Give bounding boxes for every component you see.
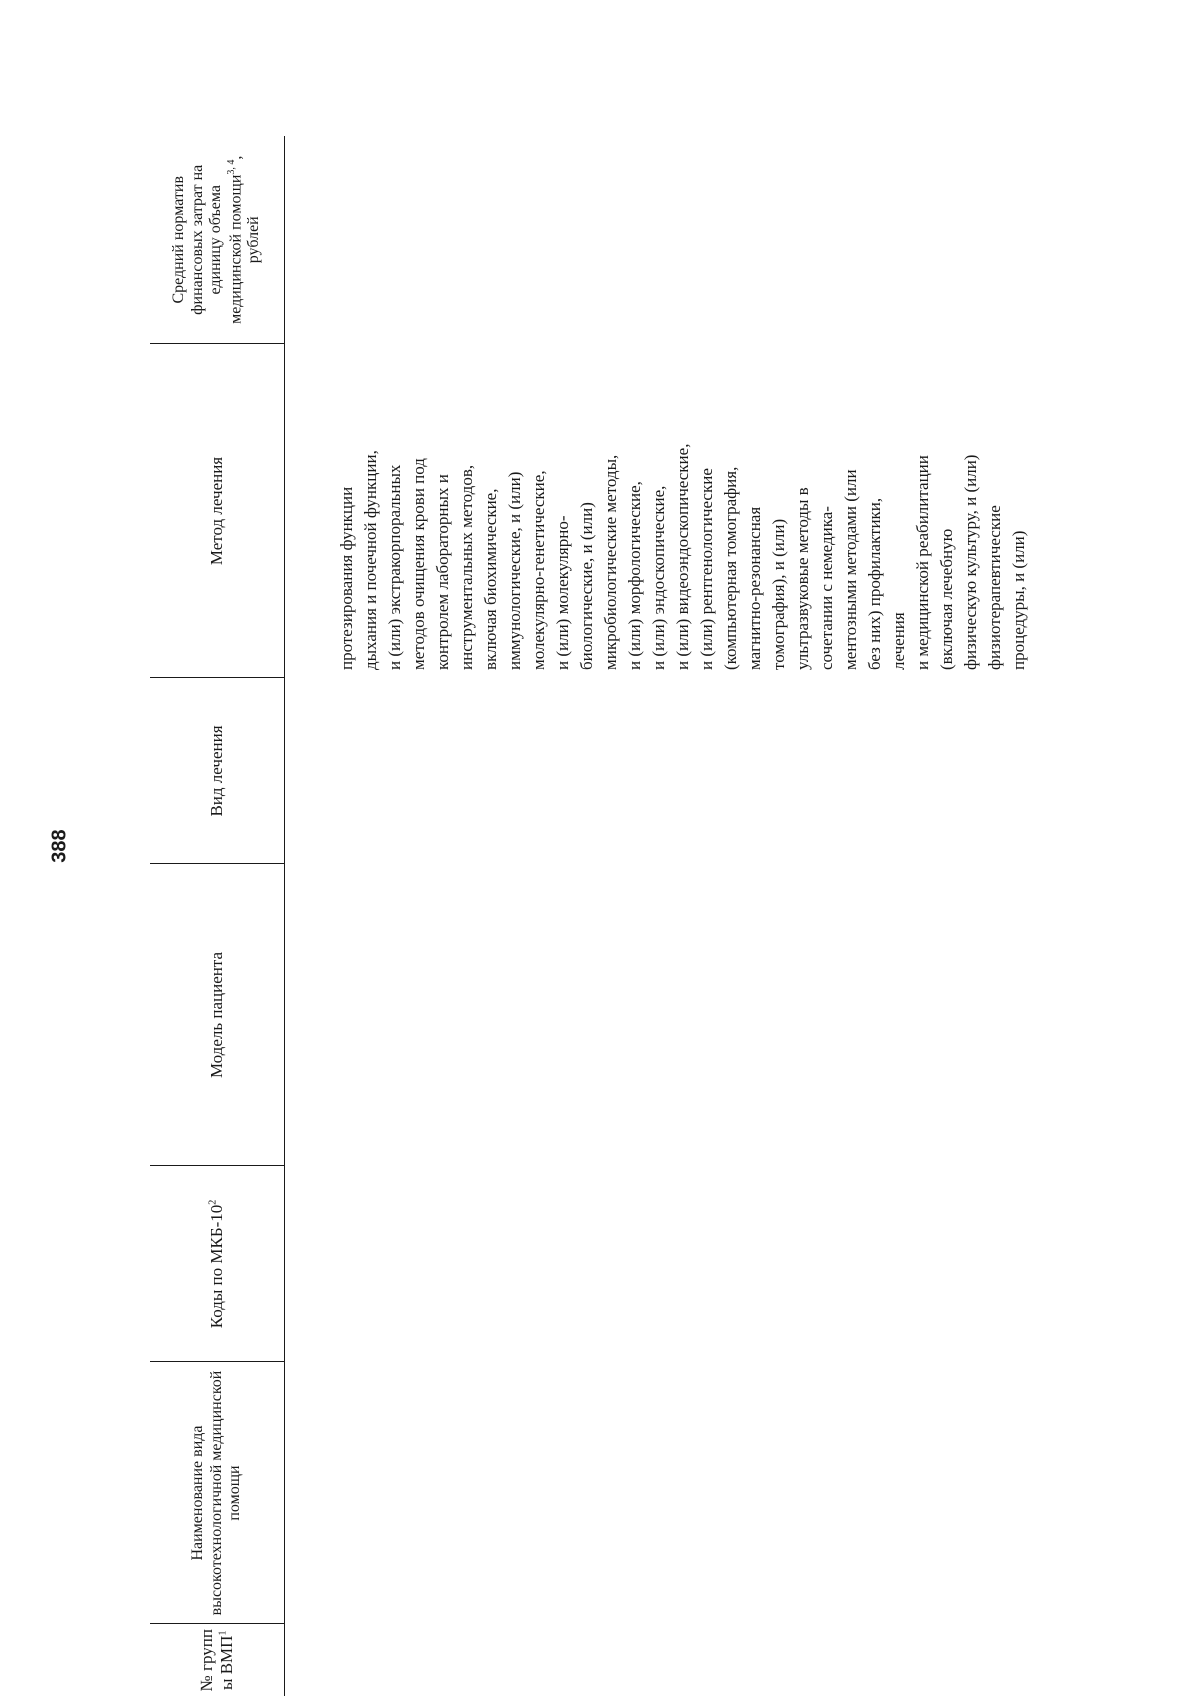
cell-group-number bbox=[285, 1624, 1032, 1696]
page-number: 388 bbox=[48, 829, 71, 863]
header-patient-model: Модель пациента bbox=[150, 864, 285, 1166]
header-icd-codes: Коды по МКБ-$10^2$ bbox=[150, 1166, 285, 1362]
rotated-page-content bbox=[150, 96, 1150, 1696]
header-group-number: № групп ы ВМП$^1$ bbox=[150, 1624, 285, 1696]
header-treatment-type: Вид лечения bbox=[150, 678, 285, 864]
header-treatment-method: Метод лечения bbox=[150, 344, 285, 678]
header-cost-standard: Средний норматив финансовых затрат на единицу объема медицинской помощи$^{3, 4}$, рублей bbox=[150, 136, 285, 344]
table-header-row bbox=[150, 136, 285, 1696]
cell-treatment-method bbox=[285, 344, 1032, 678]
cell-vmp-name bbox=[285, 1362, 1032, 1624]
cell-treatment-type bbox=[285, 678, 1032, 864]
cell-patient-model bbox=[285, 864, 1032, 1166]
table-row bbox=[285, 136, 1032, 1696]
treatment-method-text: протезирования функции дыхания и почечной функции, и (или) экстракорпоральных методов очищения крови под контролем лабораторных и инструментальных методов, включая биохимические, иммунологические, и (или) молекулярно-генетические, и (или) молекулярно- биологические, и (или) микробиологические методы, и (или) морфологические, и (или) эндоскопические, и (или) видеоэндоскопические, и (или) рентгенологические (компьютерная томография, магнитно-резонансная томография), и (или) ультразвуковые методы в сочетании с немедика- ментозными методами (или без них) профилактики, лечения и медицинской реабилитации (включая лечебную физическую культуру, и (или) физиотерапевтические процедуры, и (или) bbox=[337, 443, 1028, 670]
cell-icd-codes bbox=[285, 1166, 1032, 1362]
cell-cost-standard bbox=[285, 136, 1032, 344]
header-vmp-name: Наименование вида высокотехнологичной медицинской помощи bbox=[150, 1362, 285, 1624]
vmp-table bbox=[150, 136, 1031, 1696]
